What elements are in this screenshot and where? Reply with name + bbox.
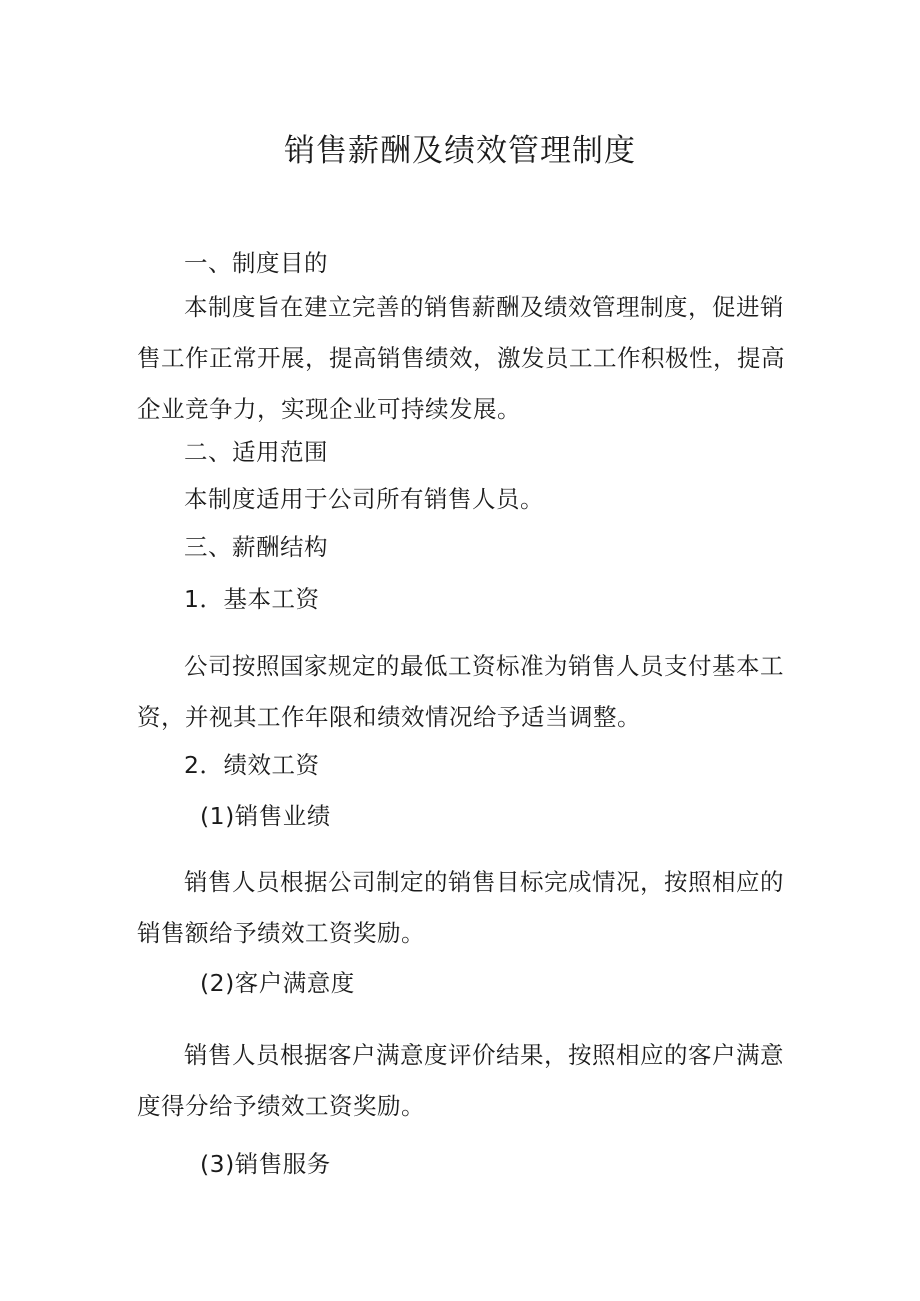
document-title: 销售薪酬及绩效管理制度 (284, 133, 636, 169)
paragraph-scope: 本制度适用于公司所有销售人员。 (184, 485, 544, 513)
paragraph-base-salary: 公司按照国家规定的最低工资标准为销售人员支付基本工资，并视其工作年限和绩效情况给予适当调整。 (137, 652, 784, 731)
section-heading-structure: 三、薪酬结构 (184, 533, 328, 561)
item-heading-customer-satisfaction: (2)客户满意度 (200, 969, 355, 997)
section-heading-purpose: 一、制度目的 (184, 249, 328, 277)
subsection-heading-base-salary: 1．基本工资 (184, 585, 320, 613)
item-heading-sales-performance: (1)销售业绩 (200, 802, 331, 830)
subsection-heading-performance-pay: 2．绩效工资 (184, 751, 320, 779)
paragraph-customer-satisfaction: 销售人员根据客户满意度评价结果，按照相应的客户满意度得分给予绩效工资奖励。 (137, 1041, 784, 1120)
section-heading-scope: 二、适用范围 (184, 438, 328, 466)
item-heading-sales-service: (3)销售服务 (200, 1150, 331, 1178)
paragraph-sales-performance: 销售人员根据公司制定的销售目标完成情况，按照相应的销售额给予绩效工资奖励。 (137, 868, 784, 947)
paragraph-purpose: 本制度旨在建立完善的销售薪酬及绩效管理制度，促进销售工作正常开展，提高销售绩效，激发员工工作积极性，提高企业竞争力，实现企业可持续发展。 (137, 293, 785, 423)
